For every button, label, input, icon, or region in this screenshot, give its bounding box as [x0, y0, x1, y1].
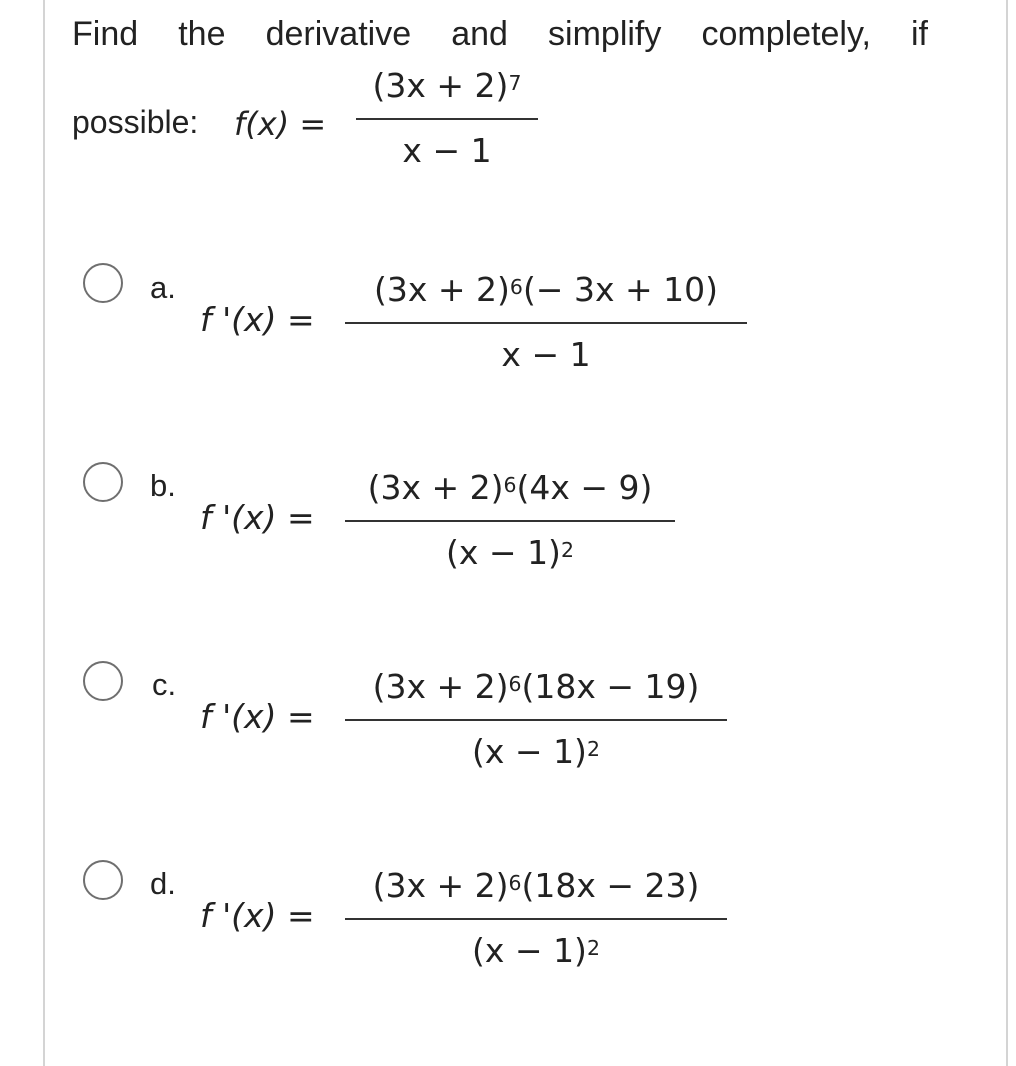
prompt-word: if [911, 15, 928, 53]
prompt-word: the [178, 15, 226, 53]
option-b-letter: b. [150, 468, 176, 503]
function-lhs: f(x) = [234, 105, 327, 143]
option-c-numerator: $(3x + 2)^6(18x - 19)$ [372, 667, 700, 706]
option-b-fraction [345, 460, 675, 588]
option-a-lhs: f '(x) = [200, 300, 315, 339]
option-d-radio[interactable] [83, 860, 123, 900]
option-d-lhs: f '(x) = [200, 896, 315, 935]
prompt-word: possible: [72, 104, 199, 140]
function-numerator: $(3x + 2)^7$ [372, 66, 522, 105]
option-c-fraction [345, 659, 727, 787]
prompt-word: and [451, 15, 508, 53]
option-d-numerator: $(3x + 2)^6(18x - 23)$ [372, 866, 700, 905]
option-c-radio[interactable] [83, 661, 123, 701]
option-b-radio[interactable] [83, 462, 123, 502]
option-c-denominator: $(x - 1)^2$ [472, 732, 600, 771]
question-prompt [72, 12, 928, 56]
option-d-letter: d. [150, 866, 176, 901]
prompt-word: completely, [701, 15, 871, 53]
function-fraction [356, 58, 538, 182]
option-b-denominator: $(x - 1)^2$ [446, 533, 574, 572]
option-d-denominator: $(x - 1)^2$ [472, 931, 600, 970]
prompt-word: Find [72, 15, 139, 53]
option-d-fraction [345, 858, 727, 986]
option-a-numerator: $(3x + 2)^6(- 3x + 10)$ [374, 270, 718, 309]
prompt-word: derivative [265, 15, 412, 53]
option-a-fraction [345, 262, 747, 386]
option-a-radio[interactable] [83, 263, 123, 303]
function-denominator: x − 1 [402, 131, 492, 170]
option-b-numerator: $(3x + 2)^6(4x - 9)$ [367, 468, 653, 507]
option-a-denominator: x − 1 [501, 335, 591, 374]
option-c-letter: c. [152, 667, 177, 702]
option-a-letter: a. [150, 270, 176, 305]
option-b-lhs: f '(x) = [200, 498, 315, 537]
option-c-lhs: f '(x) = [200, 697, 315, 736]
prompt-continuation [72, 100, 198, 144]
prompt-word: simplify [548, 15, 662, 53]
